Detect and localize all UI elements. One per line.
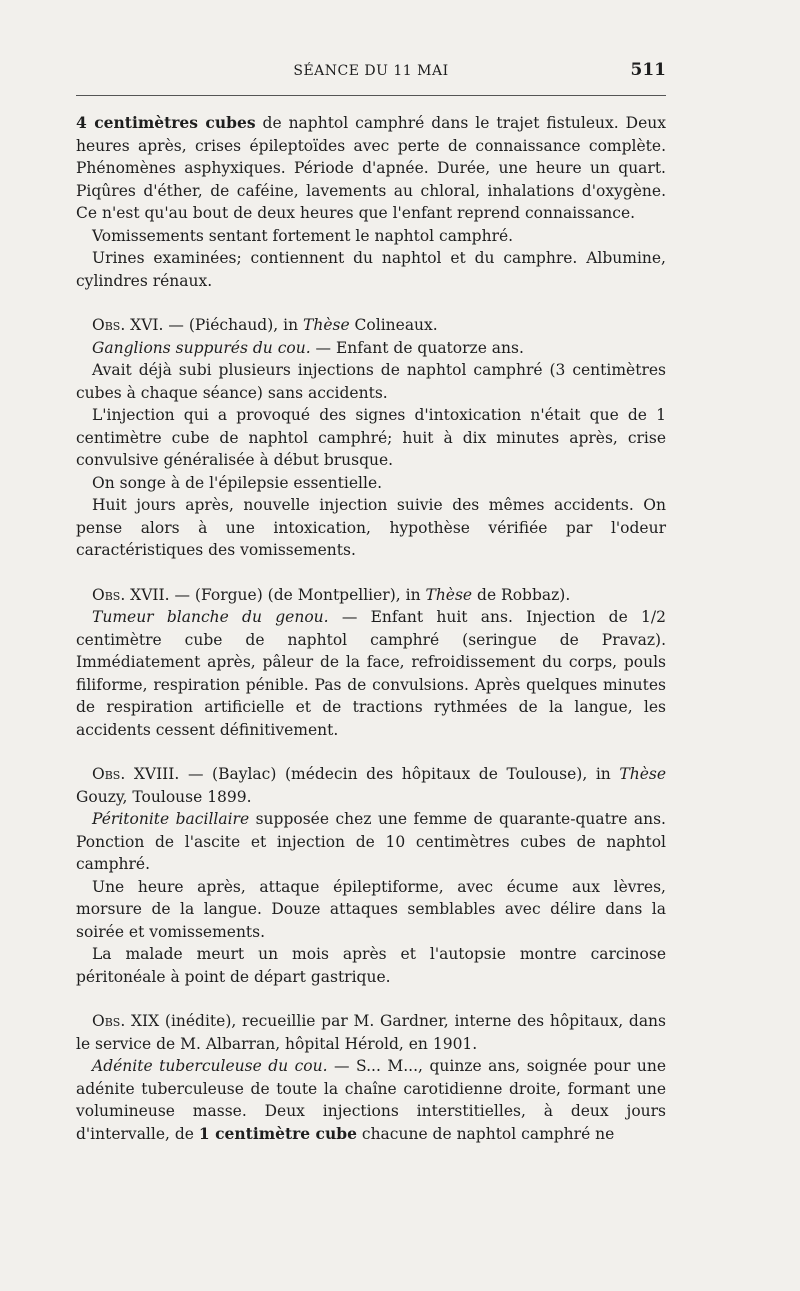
paragraph [76, 606, 666, 741]
section-gap [76, 562, 666, 584]
text-run: Adénite tuberculeuse du cou. [92, 1057, 328, 1075]
paragraph [76, 404, 666, 472]
text-run: Huit jours après, nouvelle injection suivie des mêmes accidents. On pense alors à une intoxication, hypothèse vérifiée par l'odeur caractéristiques des vomissements. [76, 496, 666, 559]
text-run: . XVI. — (Piéchaud), in [120, 316, 303, 334]
paragraph [76, 112, 666, 225]
paragraph [76, 359, 666, 404]
body-text [76, 112, 666, 1145]
text-run: — Enfant huit ans. Injection de 1/2 centimètre cube de naphtol camphré (seringue de Pravaz). Immédiatement après, pâleur de la face, refroidissement du corps, pouls filiforme, respiration pénible. Pas de convulsions. Après quelques minutes de respiration artificielle et de tractions rythmées de la langue, les accidents cessent définitivement. [76, 608, 666, 739]
text-run: Avait déjà subi plusieurs injections de naphtol camphré (3 centimètres cubes à chaque séance) sans accidents. [76, 361, 666, 402]
text-run: Gouzy, Toulouse 1899. [76, 787, 252, 806]
text-run: . XVII. — (Forgue) (de Montpellier), in [120, 585, 426, 604]
text-run: Colineaux. [349, 316, 438, 334]
paragraph [76, 225, 666, 248]
text-run: Tumeur blanche du genou. [92, 608, 329, 626]
text-run: Ganglions suppurés du cou. [92, 338, 311, 357]
text-run: Urines examinées; contiennent du naphtol et du camphre. Albumine, cylindres rénaux. [76, 249, 666, 290]
paragraph [76, 584, 666, 607]
section-gap [76, 741, 666, 763]
text-run: . XVIII. — (Baylac) (médecin des hôpitaux de Toulouse), in [120, 765, 620, 783]
paragraph [76, 943, 666, 988]
text-run: Thèse [619, 765, 666, 783]
text-run: Thèse [303, 316, 350, 334]
section-gap [76, 292, 666, 314]
text-run: La malade meurt un mois après et l'autopsie montre carcinose péritonéale à point de départ gastrique. [76, 945, 666, 986]
text-run: de Robbaz). [472, 585, 571, 604]
paragraph [76, 763, 666, 808]
text-run: supposée chez une femme de quarante-quatre ans. Ponction de l'ascite et injection de 10 centimètres cubes de naphtol camphré. [76, 810, 666, 873]
text-run: Thèse [425, 585, 473, 604]
text-run: — S... M..., quinze ans, soignée pour une adénite tuberculeuse de toute la chaîne carotidienne droite, formant une volumineuse masse. Deux injections interstitielles, à deux jours d'intervalle, de [76, 1057, 666, 1143]
text-run: Obs [92, 765, 121, 783]
running-head [76, 60, 666, 84]
header-rule [76, 95, 666, 96]
text-run: 4 centimètres cubes [76, 113, 256, 132]
text-run: On songe à de l'épilepsie essentielle. [92, 473, 383, 492]
paragraph [76, 337, 666, 360]
paragraph [76, 247, 666, 292]
paragraph [76, 494, 666, 562]
text-run: Obs [92, 585, 121, 604]
text-run: Obs [92, 316, 121, 334]
paragraph [76, 1010, 666, 1055]
text-run: — Enfant de quatorze ans. [310, 338, 524, 357]
paragraph [76, 808, 666, 876]
text-run: . XIX (inédite), recueillie par M. Gardner, interne des hôpitaux, dans le service de M. Albarran, hôpital Hérold, en 1901. [76, 1012, 666, 1053]
text-run: Péritonite bacillaire [92, 810, 250, 828]
paragraph [76, 876, 666, 944]
paragraph [76, 472, 666, 495]
text-run: Vomissements sentant fortement le naphtol camphré. [92, 226, 514, 245]
section-gap [76, 988, 666, 1010]
text-run: 1 centimètre cube [198, 1123, 357, 1143]
text-run: L'injection qui a provoqué des signes d'intoxication n'était que de 1 centimètre cube de naphtol camphré; huit à dix minutes après, crise convulsive généralisée à début brusque. [76, 406, 666, 469]
paragraph [76, 314, 666, 337]
running-title: SÉANCE DU 11 MAI [293, 63, 449, 79]
text-run: Obs [92, 1012, 121, 1030]
text-run: chacune de naphtol camphré ne [356, 1124, 615, 1143]
paragraph [76, 1055, 666, 1145]
text-run: Une heure après, attaque épileptiforme, avec écume aux lèvres, morsure de la langue. Douze attaques semblables avec délire dans la soirée et vomissements. [76, 877, 666, 941]
text-run: de naphtol camphré dans le trajet fistuleux. Deux heures après, crises épileptoïdes avec perte de connaissance complète. Phénomènes asphyxiques. Période d'apnée. Durée, une heure un quart. Piqûres d'éther, de caféine, lavements au chloral, inhalations d'oxygène. Ce n'est qu'au bout de deux heures que l'enfant reprend connaissance. [76, 114, 666, 222]
page-number: 511 [630, 60, 666, 80]
